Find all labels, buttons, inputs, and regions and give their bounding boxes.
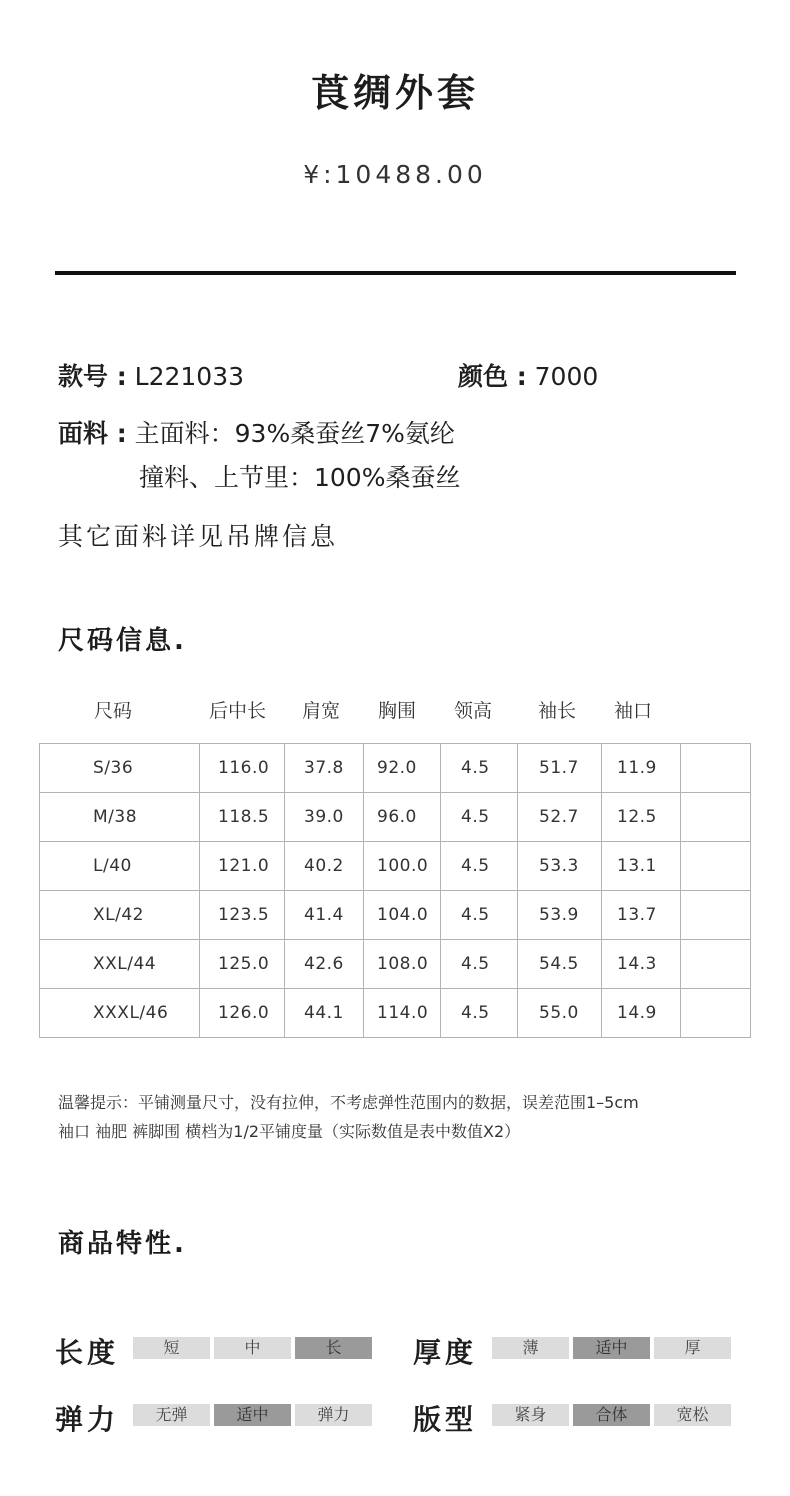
color-label: 颜色 : <box>458 362 527 391</box>
fabric-label: 面料 : <box>58 419 127 448</box>
feature-option-selected: 适中 <box>214 1404 291 1426</box>
cell-extra <box>681 842 751 891</box>
header-cuff: 袖口 <box>614 700 653 722</box>
cell-back-length: 123.5 <box>200 891 285 940</box>
features-heading: 商品特性. <box>58 1229 187 1259</box>
color-info <box>458 357 598 393</box>
cell-sleeve-length: 53.9 <box>518 891 602 940</box>
cell-chest: 92.0 <box>364 744 441 793</box>
cell-cuff: 11.9 <box>602 744 681 793</box>
cell-shoulder: 37.8 <box>285 744 364 793</box>
cell-sleeve-length: 51.7 <box>518 744 602 793</box>
feature-label: 厚度 <box>413 1336 478 1369</box>
cell-collar-height: 4.5 <box>441 793 518 842</box>
feature-option: 短 <box>133 1337 210 1359</box>
feature-label: 长度 <box>55 1336 120 1369</box>
header-back-length: 后中长 <box>209 700 267 722</box>
cell-sleeve-length: 53.3 <box>518 842 602 891</box>
cell-shoulder: 42.6 <box>285 940 364 989</box>
size-section-heading: 尺码信息. <box>58 626 187 656</box>
fabric-lining: 撞料、上节里：100%桑蚕丝 <box>139 463 461 492</box>
style-number-value: L221033 <box>134 362 245 391</box>
feature-option: 弹力 <box>295 1404 372 1426</box>
cell-sleeve-length: 54.5 <box>518 940 602 989</box>
header-chest: 胸围 <box>378 700 417 722</box>
cell-cuff: 14.3 <box>602 940 681 989</box>
cell-cuff: 13.1 <box>602 842 681 891</box>
cell-back-length: 118.5 <box>200 793 285 842</box>
cell-sleeve-length: 55.0 <box>518 989 602 1038</box>
feature-option: 厚 <box>654 1337 731 1359</box>
table-row <box>40 989 751 1038</box>
feature-option-selected: 长 <box>295 1337 372 1359</box>
cell-chest: 114.0 <box>364 989 441 1038</box>
cell-sleeve-length: 52.7 <box>518 793 602 842</box>
cell-shoulder: 44.1 <box>285 989 364 1038</box>
cell-collar-height: 4.5 <box>441 891 518 940</box>
cell-cuff: 14.9 <box>602 989 681 1038</box>
cell-back-length: 116.0 <box>200 744 285 793</box>
cell-size: L/40 <box>40 842 200 891</box>
feature-option: 无弹 <box>133 1404 210 1426</box>
feature-label: 弹力 <box>55 1403 120 1436</box>
feature-option: 薄 <box>492 1337 569 1359</box>
cell-back-length: 125.0 <box>200 940 285 989</box>
table-row <box>40 744 751 793</box>
cell-shoulder: 40.2 <box>285 842 364 891</box>
header-collar-height: 领高 <box>454 700 493 722</box>
cell-chest: 96.0 <box>364 793 441 842</box>
cell-extra <box>681 940 751 989</box>
cell-chest: 104.0 <box>364 891 441 940</box>
cell-extra <box>681 744 751 793</box>
cell-chest: 108.0 <box>364 940 441 989</box>
size-table-body <box>40 744 751 1038</box>
measurement-note-2: 袖口 袖肥 裤脚围 横档为1/2平铺度量（实际数值是表中数值X2） <box>58 1122 521 1141</box>
other-fabric-note: 其它面料详见吊牌信息 <box>58 522 339 551</box>
product-title: 莨绸外套 <box>310 71 479 115</box>
size-table <box>39 743 751 1038</box>
cell-collar-height: 4.5 <box>441 989 518 1038</box>
cell-size: M/38 <box>40 793 200 842</box>
style-number <box>58 357 244 393</box>
measurement-note-1: 温馨提示：平铺测量尺寸，没有拉伸，不考虑弹性范围内的数据，误差范围1–5cm <box>58 1093 639 1112</box>
cell-cuff: 12.5 <box>602 793 681 842</box>
cell-collar-height: 4.5 <box>441 842 518 891</box>
fabric-info <box>58 414 455 450</box>
product-price: ¥:10488.00 <box>303 160 487 189</box>
table-row <box>40 940 751 989</box>
style-number-label: 款号 : <box>58 362 127 391</box>
cell-extra <box>681 793 751 842</box>
cell-extra <box>681 989 751 1038</box>
cell-size: XL/42 <box>40 891 200 940</box>
color-value: 7000 <box>534 362 599 391</box>
header-shoulder: 肩宽 <box>302 700 341 722</box>
cell-back-length: 121.0 <box>200 842 285 891</box>
cell-size: XXXL/46 <box>40 989 200 1038</box>
header-divider <box>55 271 736 275</box>
table-row <box>40 793 751 842</box>
cell-back-length: 126.0 <box>200 989 285 1038</box>
feature-option-selected: 适中 <box>573 1337 650 1359</box>
feature-option: 紧身 <box>492 1404 569 1426</box>
cell-shoulder: 39.0 <box>285 793 364 842</box>
cell-shoulder: 41.4 <box>285 891 364 940</box>
header-size: 尺码 <box>94 700 133 722</box>
feature-option: 中 <box>214 1337 291 1359</box>
cell-size: XXL/44 <box>40 940 200 989</box>
cell-extra <box>681 891 751 940</box>
header-sleeve-length: 袖长 <box>538 700 577 722</box>
feature-option: 宽松 <box>654 1404 731 1426</box>
feature-label: 版型 <box>413 1403 478 1436</box>
table-row <box>40 891 751 940</box>
cell-collar-height: 4.5 <box>441 940 518 989</box>
fabric-main: 主面料：93%桑蚕丝7%氨纶 <box>134 419 455 448</box>
cell-size: S/36 <box>40 744 200 793</box>
table-row <box>40 842 751 891</box>
feature-option-selected: 合体 <box>573 1404 650 1426</box>
cell-collar-height: 4.5 <box>441 744 518 793</box>
cell-cuff: 13.7 <box>602 891 681 940</box>
cell-chest: 100.0 <box>364 842 441 891</box>
